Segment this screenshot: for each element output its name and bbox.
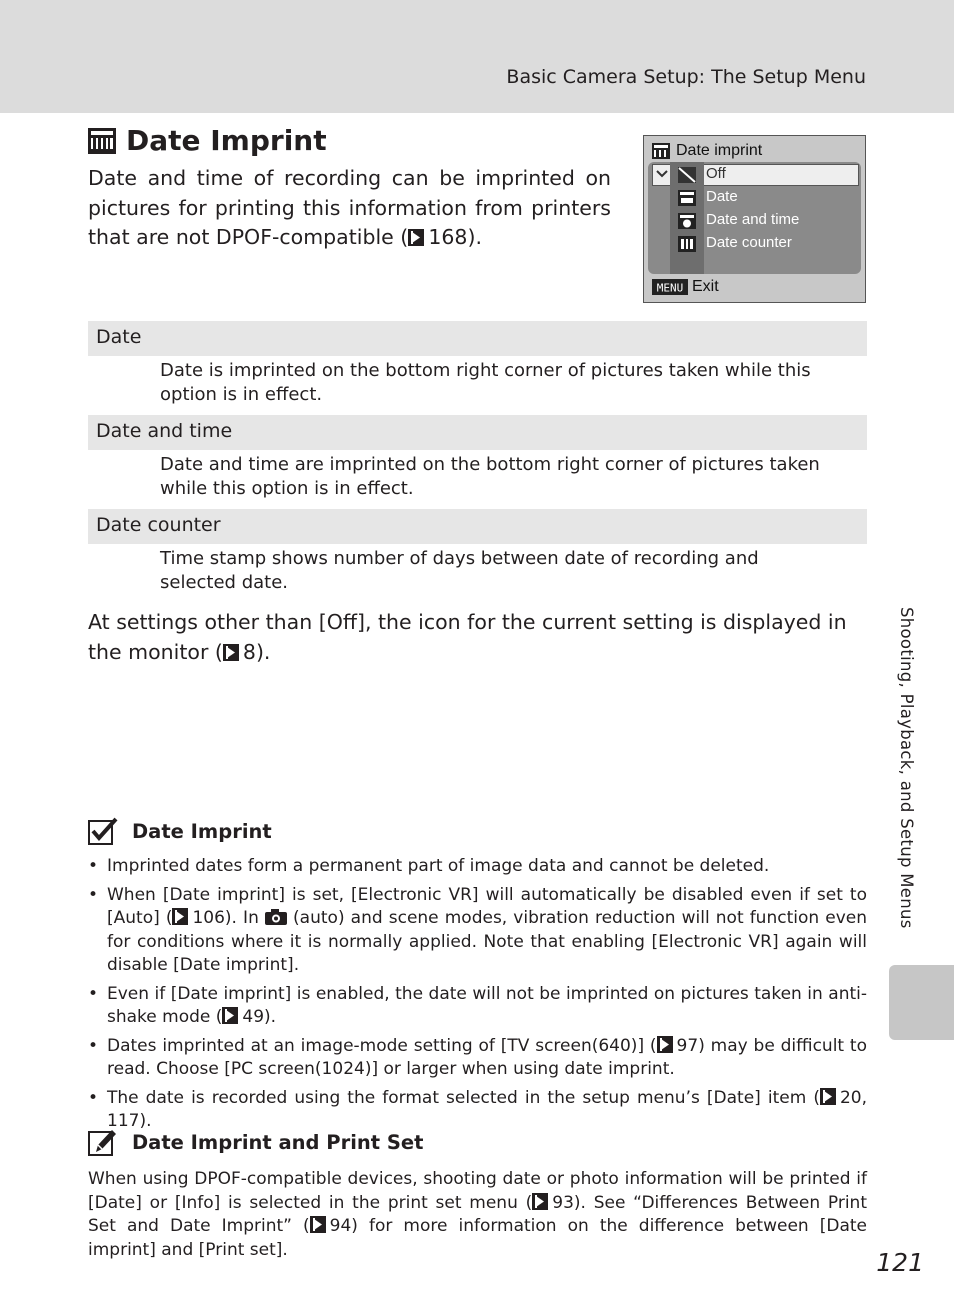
camera-menu-title: Date imprint	[676, 142, 763, 159]
off-icon	[678, 167, 696, 183]
camera-menu-item-date[interactable]: Date	[706, 188, 738, 205]
note-heading-date-imprint: Date Imprint	[88, 817, 272, 845]
print-set-paragraph: When using DPOF-compatible devices, shooting date or photo information will be printed if [Date] or [Info] is selected in the print set menu ( 93). See “Differences Between Print Set and Date Imprint” ( 94) for more information on the difference between [Date imprint] and [Print set].	[88, 1169, 867, 1260]
date-imprint-icon	[652, 143, 670, 159]
intro-paragraph: Date and time of recording can be imprinted on pictures for printing this information from printers that are not DPOF-compatible ( 168).	[88, 166, 611, 249]
camera-menu-screenshot	[643, 135, 866, 303]
camera-menu-item-date-counter[interactable]: Date counter	[706, 234, 792, 251]
list-item: • When [Date imprint] is set, [Electronic VR] will automatically be disabled even if set to [Auto] ( 106). In (auto) and scene modes, vibration reduction will not function even for conditions where it is normally applied. Note that enabling [Electronic VR] again will disable [Date imprint].	[88, 884, 867, 978]
list-item: • Imprinted dates form a permanent part of image data and cannot be deleted.	[88, 855, 867, 879]
chevron-down-icon	[656, 170, 668, 178]
page-reference-icon	[408, 229, 424, 246]
page-reference-icon	[820, 1088, 836, 1105]
page-number: 121	[876, 1248, 924, 1277]
page-reference-icon	[223, 644, 239, 661]
running-header: Basic Camera Setup: The Setup Menu	[506, 66, 866, 88]
list-item: • Dates imprinted at an image-mode setting of [TV screen(640)] ( 97) may be difficult to read. Choose [PC screen(1024)] or larger when using date imprint.	[88, 1035, 867, 1082]
monitor-note-paragraph: At settings other than [Off], the icon for the current setting is displayed in the monitor ( 8).	[88, 610, 847, 664]
page-reference-icon	[222, 1007, 238, 1024]
option-header-date-and-time: Date and time	[88, 415, 867, 450]
svg-text:MENU: MENU	[656, 281, 684, 295]
list-item: • Even if [Date imprint] is enabled, the date will not be imprinted on pictures taken in anti-shake mode ( 49).	[88, 983, 867, 1030]
date-and-time-icon	[678, 213, 696, 229]
option-description-date-counter: Time stamp shows number of days between date of recording and selected date.	[160, 548, 759, 593]
option-description-date: Date is imprinted on the bottom right corner of pictures taken while this option is in effect.	[160, 360, 811, 405]
chapter-side-label: Shooting, Playback, and Setup Menus	[897, 607, 916, 929]
option-header-date-counter: Date counter	[88, 509, 867, 544]
option-header-date: Date	[88, 321, 867, 356]
date-imprint-icon	[88, 128, 116, 154]
note-bullet-list	[88, 855, 867, 1139]
checkmark-icon	[88, 817, 118, 845]
pencil-icon	[88, 1128, 118, 1156]
date-icon	[678, 190, 696, 206]
page-reference-icon	[532, 1193, 548, 1210]
chapter-tab	[889, 965, 954, 1040]
note-heading-print-set: Date Imprint and Print Set	[88, 1128, 423, 1156]
header-band	[0, 0, 954, 113]
section-heading	[88, 124, 327, 157]
camera-icon	[265, 909, 287, 925]
page-reference-icon	[172, 908, 188, 925]
camera-menu-item-off[interactable]: Off	[706, 165, 726, 182]
camera-menu-list	[648, 162, 861, 274]
camera-menu-exit[interactable]: MENU Exit	[652, 278, 719, 296]
section-title: Date Imprint	[126, 124, 327, 157]
menu-button-icon	[652, 279, 688, 295]
date-counter-icon	[678, 236, 696, 252]
list-item: • The date is recorded using the format selected in the setup menu’s [Date] item ( 20, 117).	[88, 1087, 867, 1134]
page-reference-icon	[310, 1216, 326, 1233]
camera-menu-item-date-and-time[interactable]: Date and time	[706, 211, 800, 228]
option-description-date-and-time: Date and time are imprinted on the bottom right corner of pictures taken while this option is in effect.	[160, 454, 820, 499]
page-reference-icon	[657, 1036, 673, 1053]
